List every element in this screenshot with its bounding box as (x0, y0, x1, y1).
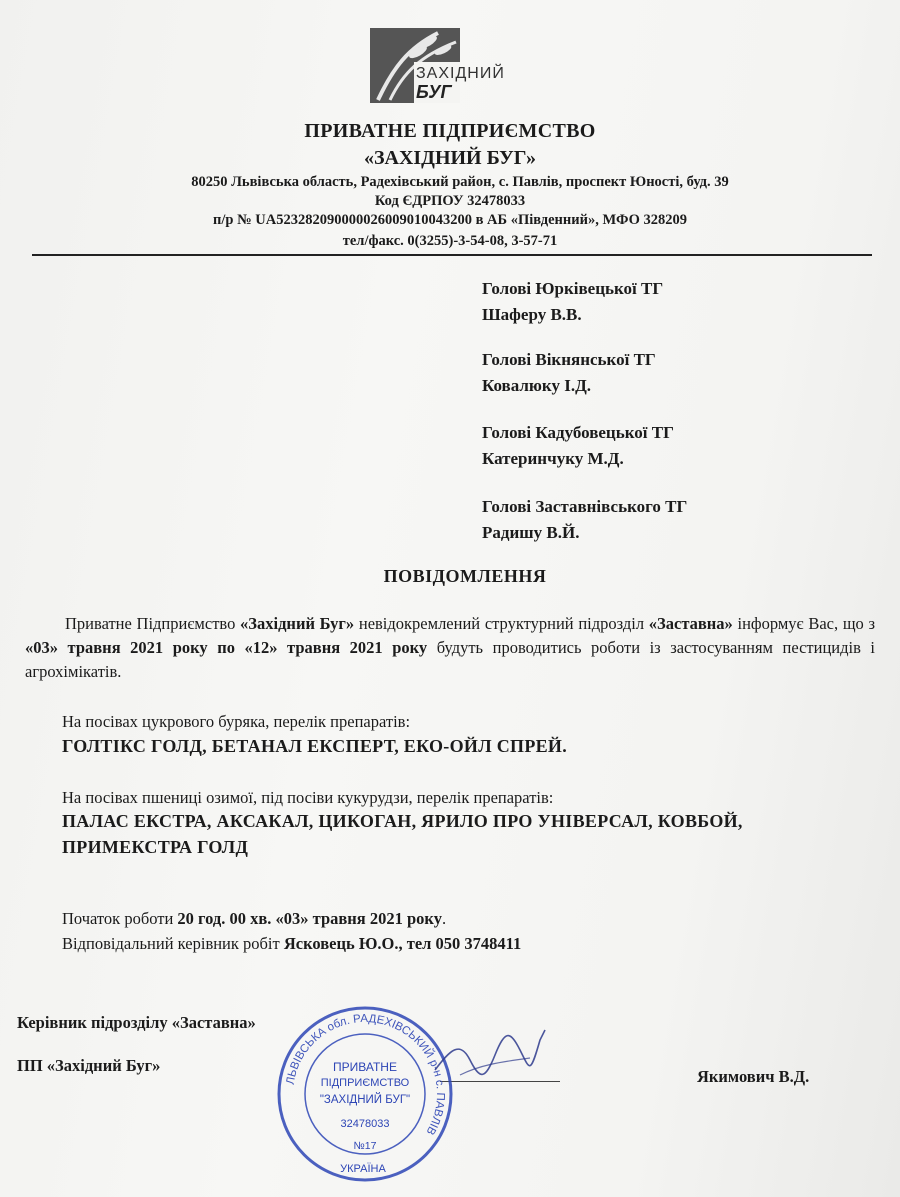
wheat-list-line: ПАЛАС ЕКСТРА, АКСАКАЛ, ЦИКОГАН, ЯРИЛО ПРО УНІВЕРСАЛ, КОВБОЙ, (62, 811, 743, 831)
stamp-number: №17 (353, 1140, 377, 1152)
recipient-block (482, 347, 656, 399)
recipient-name: Радишу В.Й. (482, 523, 580, 542)
org-bank: п/р № UA523282090000026009010043200 в АБ «Південний», МФО 328209 (213, 212, 687, 228)
beet-intro: На посівах цукрового буряка, перелік препаратів: (62, 712, 411, 731)
text-run: інформує Вас, що з (732, 614, 876, 633)
start-time-line (62, 906, 521, 931)
recipient-block (482, 276, 663, 328)
recipient-title: Голові Юрківецької ТГ (482, 279, 664, 298)
recipient-title: Голові Кадубовецької ТГ (482, 423, 674, 442)
stamp-line3: "ЗАХІДНИЙ БУГ" (319, 1094, 411, 1106)
handwritten-signature-icon (430, 1020, 550, 1090)
text-run: . (441, 909, 447, 928)
notice-paragraph (25, 612, 875, 684)
text-run: Приватне Підприємство (65, 614, 241, 633)
wheat-list-line: ПРИМЕКСТРА ГОЛД (62, 837, 249, 857)
stamp-ring-text: ЛЬВІВСЬКА обл. РАДЕХІВСЬКИЙ р-н с. ПАВЛІВ (284, 1012, 447, 1137)
signer-position-line2: ПП «Західний Буг» (17, 1056, 161, 1075)
text-run-bold: «Західний Буг» (240, 614, 355, 633)
wheat-product-list (62, 808, 892, 860)
text-run: будуть проводитись роботи із застосуванням пестицидів і агрохімікатів. (25, 638, 876, 681)
recipient-block (482, 494, 687, 546)
org-address: 80250 Львівська область, Радехівський район, с. Павлів, проспект Юності, буд. 39 (191, 174, 729, 190)
text-run: Відповідальний керівник робіт (62, 934, 284, 953)
org-type: ПРИВАТНЕ ПІДПРИЄМСТВО (304, 120, 596, 142)
recipient-name: Катеринчуку М.Д. (482, 449, 624, 468)
wheat-intro: На посівах пшениці озимої, під посіви кукурудзи, перелік препаратів: (62, 788, 554, 807)
recipient-name: Ковалюку І.Д. (482, 376, 592, 395)
stamp-country: УКРАЇНА (340, 1163, 386, 1175)
signer-position-line1: Керівник підрозділу «Заставна» (17, 1013, 256, 1032)
org-edrpou: Код ЄДРПОУ 32478033 (374, 193, 526, 209)
stamp-line1: ПРИВАТНЕ (333, 1060, 397, 1074)
logo-text-line1: ЗАХІДНИЙ (416, 65, 505, 82)
stamp-code: 32478033 (340, 1118, 390, 1130)
work-details (62, 906, 521, 956)
logo-text-line2: БУГ (416, 82, 452, 102)
text-run: Початок роботи (62, 909, 178, 928)
text-run-bold: «Заставна» (648, 614, 733, 633)
beet-product-list: ГОЛТІКС ГОЛД, БЕТАНАЛ ЕКСПЕРТ, ЕКО-ОЙЛ СПРЕЙ. (62, 736, 568, 756)
responsible-person: Ясковець Ю.О., тел 050 3748411 (283, 934, 522, 953)
signer-name: Якимович В.Д. (697, 1067, 810, 1086)
recipient-name: Шаферу В.В. (482, 305, 582, 324)
start-time: 20 год. 00 хв. «03» травня 2021 року (177, 909, 442, 928)
letterhead-divider (32, 254, 872, 256)
text-run: невідокремлений структурний підрозділ (354, 614, 649, 633)
document-heading: ПОВІДОМЛЕННЯ (383, 566, 547, 586)
org-name: «ЗАХІДНИЙ БУГ» (363, 147, 537, 169)
recipient-title: Голові Заставнівського ТГ (482, 497, 688, 516)
recipient-block (482, 420, 674, 472)
date-range: «03» травня 2021 року по «12» травня 2021 року (25, 638, 428, 657)
org-phone: тел/факс. 0(3255)-3-54-08, 3-57-71 (342, 233, 558, 249)
responsible-line (62, 931, 521, 956)
recipient-title: Голові Вікнянської ТГ (482, 350, 656, 369)
stamp-line2: ПІДПРИЄМСТВО (320, 1077, 410, 1089)
